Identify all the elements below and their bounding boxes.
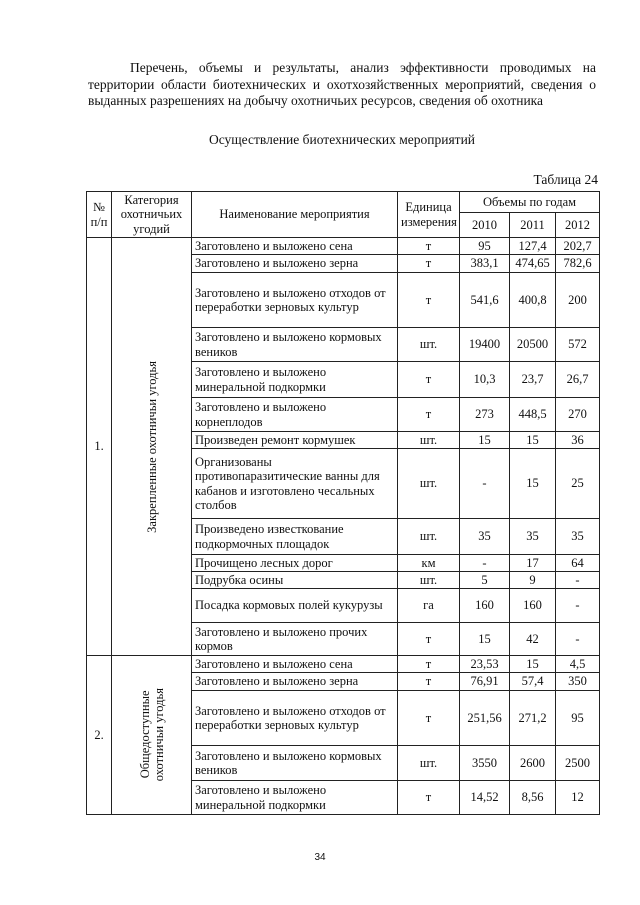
value-2012: 782,6 — [556, 255, 600, 273]
measure-name: Заготовлено и выложено сена — [192, 238, 398, 255]
value-2011: 9 — [510, 572, 556, 589]
section-number: 2. — [87, 656, 112, 815]
unit-cell: т — [398, 656, 460, 673]
section-number: 1. — [87, 238, 112, 656]
measure-name: Произведено известкование подкормочных площадок — [192, 519, 398, 555]
value-2012: 25 — [556, 449, 600, 519]
value-2012: 270 — [556, 398, 600, 432]
value-2011: 35 — [510, 519, 556, 555]
value-2011: 23,7 — [510, 362, 556, 398]
value-2012: - — [556, 589, 600, 623]
value-2011: 474,65 — [510, 255, 556, 273]
unit-cell: т — [398, 398, 460, 432]
unit-cell: т — [398, 691, 460, 746]
value-2011: 271,2 — [510, 691, 556, 746]
category-label: Закрепленные охотничьи угодья — [144, 360, 159, 533]
value-2011: 400,8 — [510, 273, 556, 328]
measure-name: Заготовлено и выложено сена — [192, 656, 398, 673]
biotech-measures-table — [86, 191, 600, 815]
value-2010: 15 — [460, 432, 510, 449]
value-2010: 15 — [460, 623, 510, 656]
value-2012: - — [556, 623, 600, 656]
measure-name: Произведен ремонт кормушек — [192, 432, 398, 449]
value-2010: 541,6 — [460, 273, 510, 328]
unit-cell: т — [398, 673, 460, 691]
value-2011: 160 — [510, 589, 556, 623]
section-category — [112, 656, 192, 815]
measure-name: Заготовлено и выложено кормовых веников — [192, 746, 398, 781]
unit-cell: т — [398, 255, 460, 273]
value-2010: 273 — [460, 398, 510, 432]
value-2012: 12 — [556, 781, 600, 815]
value-2010: 383,1 — [460, 255, 510, 273]
value-2011: 17 — [510, 555, 556, 572]
measure-name: Организованы противопаразитические ванны для кабанов и изготовлено чесальных столбов — [192, 449, 398, 519]
unit-cell: шт. — [398, 449, 460, 519]
value-2010: 14,52 — [460, 781, 510, 815]
unit-cell: шт. — [398, 432, 460, 449]
header-year-2011: 2011 — [510, 213, 556, 238]
page-number: 34 — [314, 852, 326, 863]
value-2010: 3550 — [460, 746, 510, 781]
unit-cell: шт. — [398, 746, 460, 781]
measure-name: Заготовлено и выложено минеральной подкормки — [192, 362, 398, 398]
measure-name: Заготовлено и выложено кормовых веников — [192, 328, 398, 362]
unit-cell: т — [398, 362, 460, 398]
header-year-2012: 2012 — [556, 213, 600, 238]
value-2012: 200 — [556, 273, 600, 328]
unit-cell: т — [398, 273, 460, 328]
unit-cell: шт. — [398, 572, 460, 589]
value-2010: 19400 — [460, 328, 510, 362]
header-num: № п/п — [87, 192, 112, 238]
value-2011: 15 — [510, 432, 556, 449]
unit-cell: т — [398, 781, 460, 815]
unit-cell: т — [398, 238, 460, 255]
header-volumes: Объемы по годам — [460, 192, 600, 213]
measure-name: Заготовлено и выложено прочих кормов — [192, 623, 398, 656]
value-2010: 251,56 — [460, 691, 510, 746]
unit-cell: га — [398, 589, 460, 623]
value-2010: 35 — [460, 519, 510, 555]
value-2010: - — [460, 555, 510, 572]
value-2012: 64 — [556, 555, 600, 572]
value-2011: 15 — [510, 449, 556, 519]
value-2011: 15 — [510, 656, 556, 673]
value-2011: 448,5 — [510, 398, 556, 432]
value-2011: 57,4 — [510, 673, 556, 691]
value-2012: 2500 — [556, 746, 600, 781]
value-2011: 42 — [510, 623, 556, 656]
value-2010: 23,53 — [460, 656, 510, 673]
value-2010: 10,3 — [460, 362, 510, 398]
value-2011: 20500 — [510, 328, 556, 362]
value-2012: 95 — [556, 691, 600, 746]
header-category: Категория охотничьих угодий — [112, 192, 192, 238]
value-2012: - — [556, 572, 600, 589]
header-unit: Единица измерения — [398, 192, 460, 238]
measure-name: Заготовлено и выложено минеральной подкормки — [192, 781, 398, 815]
value-2011: 127,4 — [510, 238, 556, 255]
unit-cell: км — [398, 555, 460, 572]
value-2010: 160 — [460, 589, 510, 623]
table-row — [87, 656, 600, 673]
header-year-2010: 2010 — [460, 213, 510, 238]
measure-name: Посадка кормовых полей кукурузы — [192, 589, 398, 623]
unit-cell: шт. — [398, 328, 460, 362]
measure-name: Подрубка осины — [192, 572, 398, 589]
measure-name: Заготовлено и выложено корнеплодов — [192, 398, 398, 432]
value-2012: 572 — [556, 328, 600, 362]
value-2012: 26,7 — [556, 362, 600, 398]
measure-name: Заготовлено и выложено отходов от переработки зерновых культур — [192, 691, 398, 746]
section-subtitle: Осуществление биотехнических мероприятий — [208, 132, 476, 147]
value-2010: 5 — [460, 572, 510, 589]
unit-cell: т — [398, 623, 460, 656]
table-row — [87, 238, 600, 255]
value-2010: - — [460, 449, 510, 519]
section-category — [112, 238, 192, 656]
value-2012: 202,7 — [556, 238, 600, 255]
unit-cell: шт. — [398, 519, 460, 555]
value-2012: 350 — [556, 673, 600, 691]
intro-paragraph: Перечень, объемы и результаты, анализ эффективности проводимых на территории области биотехнических и охотхозяйственных мероприятий, сведения о выданных разрешениях на добычу охотничьих ресурсов, сведения об охотника — [88, 60, 596, 109]
measure-name: Заготовлено и выложено зерна — [192, 673, 398, 691]
category-label: Общедоступные охотничьи угодья — [137, 688, 166, 782]
value-2011: 2600 — [510, 746, 556, 781]
value-2011: 8,56 — [510, 781, 556, 815]
measure-name: Заготовлено и выложено отходов от переработки зерновых культур — [192, 273, 398, 328]
value-2012: 4,5 — [556, 656, 600, 673]
measure-name: Прочищено лесных дорог — [192, 555, 398, 572]
table-label: Таблица 24 — [533, 172, 598, 187]
value-2010: 76,91 — [460, 673, 510, 691]
header-name: Наименование мероприятия — [192, 192, 398, 238]
value-2010: 95 — [460, 238, 510, 255]
value-2012: 35 — [556, 519, 600, 555]
measure-name: Заготовлено и выложено зерна — [192, 255, 398, 273]
value-2012: 36 — [556, 432, 600, 449]
